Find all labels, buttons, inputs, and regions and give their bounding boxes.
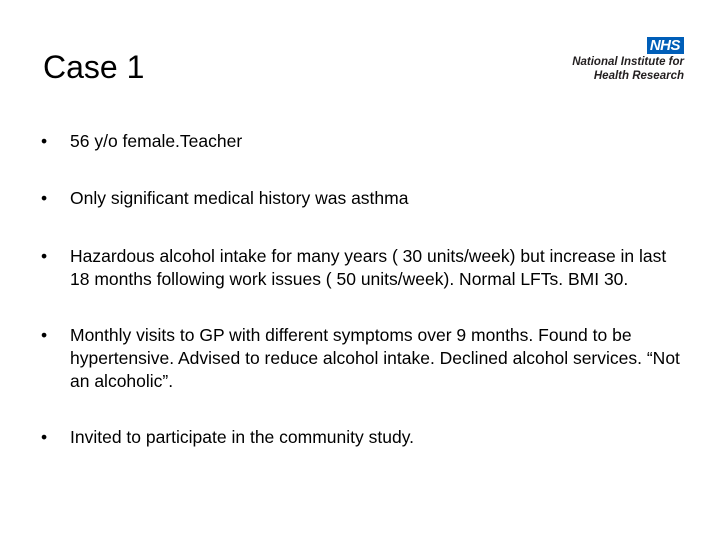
bullet-text: 56 y/o female.Teacher	[70, 131, 243, 151]
slide-title: Case 1	[43, 49, 145, 85]
nihr-logo	[554, 37, 684, 83]
bullet-dot: •	[41, 188, 48, 208]
bullet-dot: •	[41, 131, 48, 151]
bullet-item	[43, 245, 683, 291]
nhs-badge: NHS	[647, 37, 684, 54]
bullet-item	[43, 130, 683, 153]
bullet-text: Hazardous alcohol intake for many years ( 30 units/week) but increase in last 18 months following work issues ( 50 units/week). Normal LFTs. BMI 30.	[70, 246, 667, 289]
bullet-item	[43, 324, 683, 393]
nihr-name-line-1: National Institute for	[572, 56, 684, 68]
bullet-text: Only significant medical history was asthma	[70, 188, 409, 208]
bullet-item	[43, 426, 683, 449]
bullet-dot: •	[41, 246, 48, 266]
bullet-list	[43, 130, 683, 449]
bullet-text: Invited to participate in the community study.	[70, 427, 415, 447]
bullet-text: Monthly visits to GP with different symptoms over 9 months. Found to be hypertensive. Advised to reduce alcohol intake. Declined alcohol services. “Not an alcoholic”.	[70, 325, 680, 391]
bullet-dot: •	[41, 427, 48, 447]
bullet-item	[43, 187, 683, 210]
bullet-dot: •	[41, 325, 48, 345]
nihr-name-line-2: Health Research	[593, 70, 684, 82]
